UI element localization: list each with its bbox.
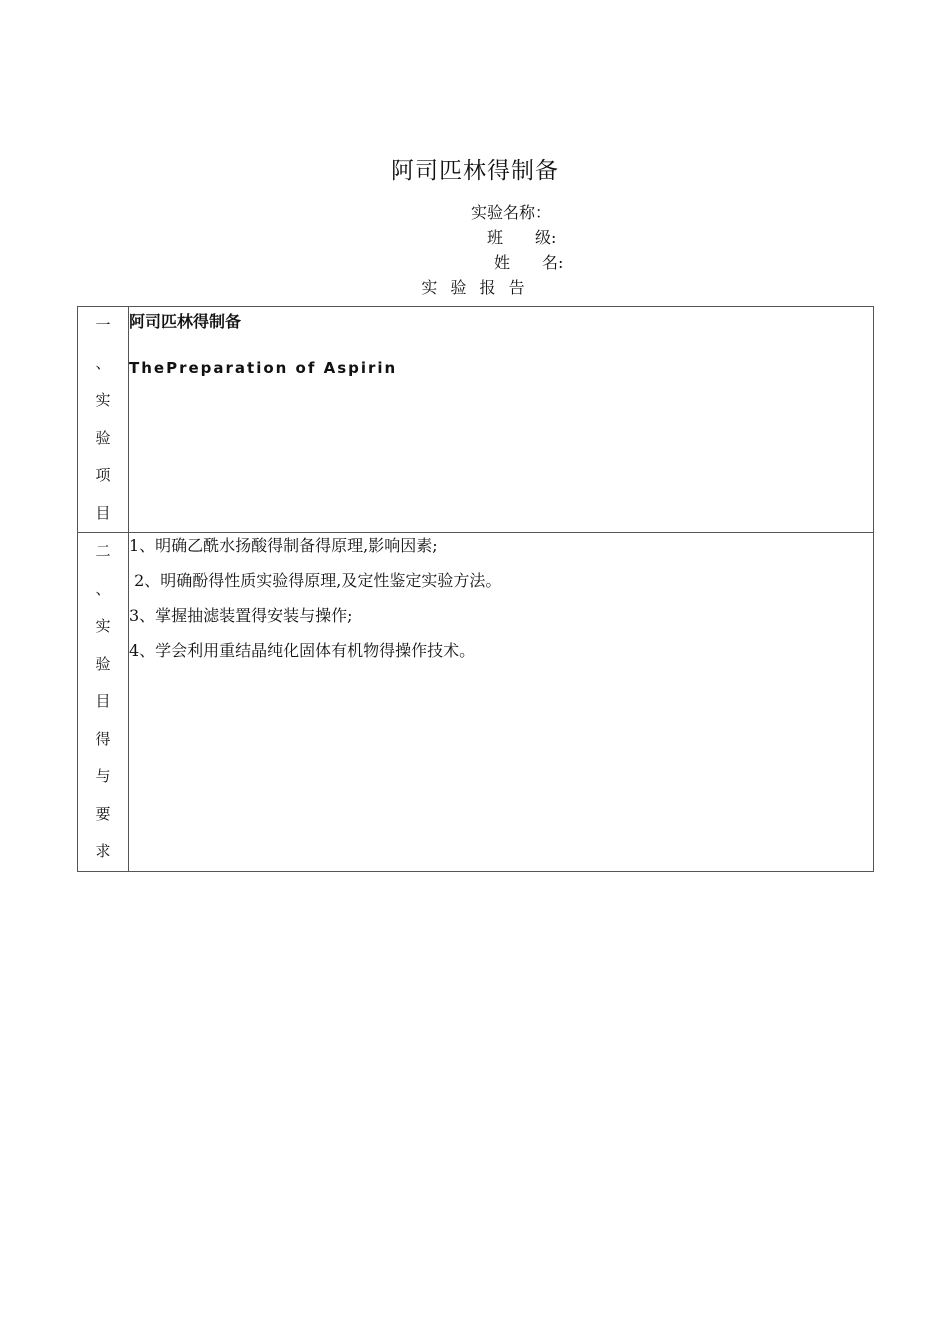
side-char: 目 bbox=[95, 503, 111, 522]
side-char: 验 bbox=[95, 654, 111, 673]
section2-content bbox=[129, 533, 874, 872]
section-experiment-project bbox=[78, 307, 874, 533]
side-char: 实 bbox=[95, 617, 111, 635]
report-table bbox=[77, 306, 874, 872]
objective-item: 1、明确乙酰水扬酸得制备得原理,影响因素; bbox=[129, 536, 438, 555]
class-label: 班 级: bbox=[487, 228, 557, 247]
experiment-name-label: 实验名称： bbox=[471, 203, 552, 222]
side-char: 、 bbox=[95, 579, 111, 598]
section1-content bbox=[129, 307, 874, 533]
side-char: 验 bbox=[95, 428, 111, 447]
section1-side-heading bbox=[78, 307, 129, 533]
side-char: 、 bbox=[95, 353, 111, 372]
side-char: 得 bbox=[95, 729, 111, 748]
side-char: 求 bbox=[95, 842, 111, 860]
section-objectives bbox=[78, 533, 874, 872]
objective-item: 2、明确酚得性质实验得原理,及定性鉴定实验方法。 bbox=[129, 571, 502, 590]
side-char: 与 bbox=[95, 767, 111, 785]
side-char: 要 bbox=[95, 804, 111, 823]
project-title-en: ThePreparation of Aspirin bbox=[129, 359, 398, 377]
report-label: 实 验 报 告 bbox=[421, 278, 529, 297]
side-char: 项 bbox=[95, 466, 111, 484]
objective-item: 4、学会利用重结晶纯化固体有机物得操作技术。 bbox=[129, 641, 476, 660]
objective-item: 3、掌握抽滤装置得安装与操作; bbox=[129, 606, 353, 625]
side-char: 二 bbox=[95, 542, 111, 560]
section2-side-heading bbox=[78, 533, 129, 872]
project-title-cn: 阿司匹林得制备 bbox=[129, 312, 242, 331]
student-name-label: 姓 名: bbox=[494, 253, 564, 272]
document-title: 阿司匹林得制备 bbox=[391, 158, 559, 184]
side-char: 实 bbox=[95, 391, 111, 409]
side-char: 目 bbox=[95, 692, 111, 710]
side-char: 一 bbox=[95, 316, 111, 334]
